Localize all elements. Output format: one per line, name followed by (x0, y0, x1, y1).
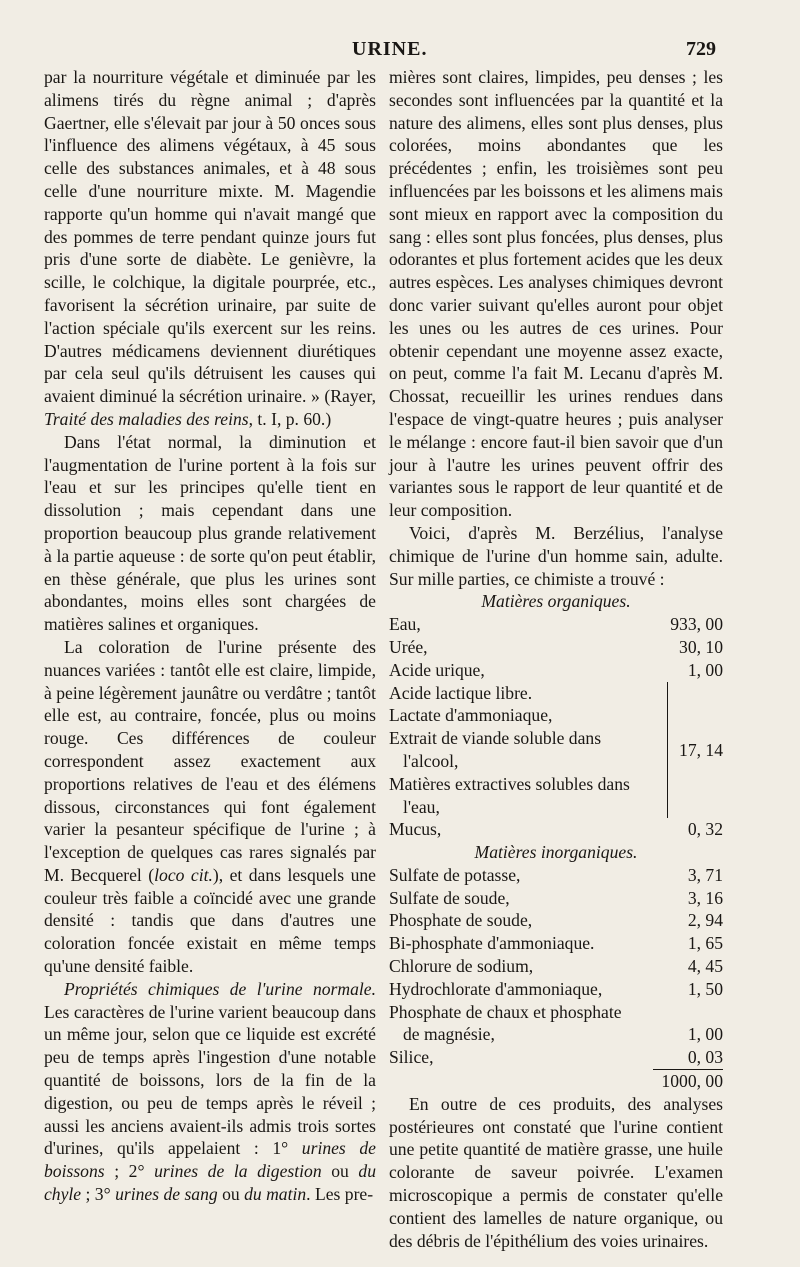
table-row: Acide urique, 1, 00 (389, 659, 723, 680)
paragraph-urine-types: mières sont claires, limpides, peu denses ; les secondes sont influencées par la quantité et la nature des alimens, elles sont plus denses, plus colorées, moins abondantes que les précédentes ; enfin, les troisièmes sont peu influencées par les boissons et les alimens mais sont mieux en rapport avec la composition du sang : elles sont plus foncées, plus denses, plus odorantes et plus fortement acides que les deux autres espèces. Les analyses chimiques devront donc varier suivant qu'elles auront pour objet les unes ou les autres de ces urines. Pour obtenir cependant une moyenne assez exacte, on peut, comme l'a fait M. Lecanu d'après M. Chossat, recueillir les urines rendues dans l'espace de vingt-quatre heures ; puis analyser le mélange : encore faut-il bien savoir que d'un jour à l'autre les urines peuvent offrir des variantes sous le rapport de leur quantité et de leur composition. (389, 67, 723, 521)
table-row: Matières extractives solubles dans (389, 773, 630, 794)
paragraph-diet: par la nourriture végétale et diminuée par les alimens tirés du règne animal ; d'après Gaertner, elle s'élevait par jour à 50 onces sous l'influence des alimens végétaux, à 45 sous celle des substances animales, et à 48 sous celle d'une nourriture mixte. M. Magendie rapporte qu'un homme qui n'avait mangé que des pommes de terre pendant quinze jours fut pris d'une sorte de diabète. Le genièvre, la scille, le colchique, la digitale pourprée, etc., favorisent la sécrétion urinaire, par suite de l'action spéciale qu'ils exercent sur les reins. D'autres médicamens deviennent diurétiques par cela seul qu'ils détruisent les causes qui avaient diminué la sécrétion urinaire. » (Rayer, Traité des maladies des reins, t. I, p. 60.) (44, 67, 376, 429)
analysis-table-inorganic (389, 864, 723, 1093)
table-row: Hydrochlorate d'ammoniaque, 1, 50 (389, 978, 723, 999)
organic-heading: Matières organiques. (481, 591, 631, 612)
brace-group: Acide lactique libre. Lactate d'ammoniaque, Extrait de viande soluble dans l'alcool, Matières extractives solubles dans l'eau, 17, 14 (389, 682, 723, 817)
table-row: Lactate d'ammoniaque, (389, 705, 553, 726)
total-value: 1000, 00 (653, 1070, 723, 1093)
citation-title: Traité des maladies des reins (44, 408, 249, 429)
table-row: Eau, 933, 00 (389, 614, 723, 635)
table-row: Acide lactique libre. (389, 682, 533, 703)
paragraph-coloration: La coloration de l'urine présente des nuances variées : tantôt elle est claire, limpide, à peine légèrement jaunâtre ou verdâtre ; tantôt elle est, au contraire, foncée, plus ou moins rouge. Ces différences de couleur correspondent assez exactement aux proportions relatives de l'eau et des élémens dissous, circonstances qui font également varier la pesanteur spécifique de l'urine ; à l'exception de quelques cas rares signalés par M. Becquerel (loco cit.), et dans lesquels une couleur très faible a coïncidé avec une grande densité : tandis que dans d'autres une coloration foncée existait en même temps qu'une densité faible. (44, 636, 376, 977)
table-row: Sulfate de soude, 3, 16 (389, 887, 723, 908)
brace-value: 17, 14 (667, 682, 723, 819)
paragraph-berzelius: Voici, d'après M. Berzélius, l'analyse chimique de l'urine d'un homme sain, adulte. Sur mille parties, ce chimiste a trouvé : (389, 522, 723, 589)
table-row: Chlorure de sodium, 4, 45 (389, 956, 723, 977)
paragraph-chemical-properties: Propriétés chimiques de l'urine normale. Les caractères de l'urine varient beaucoup dans un même jour, selon que ce liquide est excrété peu de temps après l'ingestion d'une notable quantité de boissons, lors de la fin de la digestion, ou peu de temps après le réveil ; aussi les anciens avaient-ils admis trois sortes d'urines, qu'ils appelaient : 1° urines de boissons ; 2° urines de la digestion ou du chyle ; 3° urines de sang ou du matin. Les pre- (44, 978, 377, 1205)
left-column (44, 66, 376, 1206)
analysis-table-organic (389, 613, 723, 681)
running-title: URINE. (352, 38, 428, 60)
inorganic-heading: Matières inorganiques. (474, 842, 638, 863)
paragraph-later-analyses: En outre de ces produits, des analyses postérieures ont constaté que l'urine contient une petite quantité de matière grasse, une huile colorante de saveur poivrée. L'examen microscopique a permis de constater qu'elle contient des lamelles de nature organique, ou des débris de l'épithélium des voies urinaires. (389, 1093, 723, 1251)
right-column (389, 66, 723, 1252)
table-row: de magnésie, 1, 00 (403, 1024, 723, 1045)
analysis-table-mucus (389, 818, 723, 841)
table-row: Mucus, 0, 32 (389, 819, 723, 840)
total-row (389, 1070, 723, 1093)
table-row: Phosphate de chaux et phosphate (389, 1001, 622, 1022)
table-row: Sulfate de potasse, 3, 71 (389, 864, 723, 885)
table-row: Urée, 30, 10 (389, 636, 723, 657)
page-header (0, 38, 800, 68)
page-number: 729 (686, 38, 716, 60)
table-row: Silice, 0, 03 (389, 1047, 723, 1068)
table-row: Phosphate de soude, 2, 94 (389, 910, 723, 931)
table-row: Bi-phosphate d'ammoniaque. 1, 65 (389, 933, 723, 954)
table-row: Extrait de viande soluble dans (389, 728, 602, 749)
section-heading: Propriétés chimiques de l'urine normale. (64, 978, 376, 999)
paragraph-normal-state: Dans l'état normal, la diminution et l'augmentation de l'urine portent à la fois sur l'eau et sur les principes qu'elle tient en dissolution ; mais cependant dans une proportion beaucoup plus grande relativement à la partie aqueuse : de sorte qu'on peut établir, en thèse générale, que plus les urines sont abondantes, moins elles sont chargées de matières salines et organiques. (44, 431, 376, 635)
